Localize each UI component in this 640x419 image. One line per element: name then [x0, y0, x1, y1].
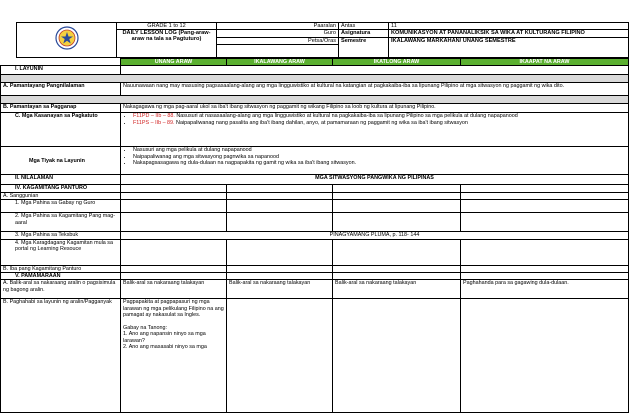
label-petsa: Petsa/Oras [217, 37, 339, 44]
header-empty-cell [217, 44, 339, 57]
row-gabay-guro: 1. Mga Pahina sa Gabay ng Guro [1, 200, 121, 213]
kasanayan-list [123, 113, 626, 126]
day-header-2: IKALAWANG ARAW [227, 59, 333, 66]
kk-d3 [333, 239, 461, 265]
tiyak-item-3: • Nakapagsasagawa ng dula-dulaan na nagpapakita ng gamit ng wika sa iba't ibang sitwasyon. [133, 160, 626, 166]
kasanayan-1-text: Nasusuri at nasasaalang-alang ang mga lingguwistiko at kultural na pagkakaiba-iba sa lipunang Pilipino sa mga pelikula at dulang napapanood [174, 113, 518, 120]
kp-d1 [121, 185, 227, 192]
kasanayan-cell [121, 113, 629, 147]
label-semestre: Semestre [339, 37, 389, 57]
pamantayan-pagganap-text: Nakagagawa ng mga pag-aaral ukol sa iba't ibang sitwasyon ng paggamit ng wikang Filipino sa loob ng kultura at lipunang Pilipino. [121, 104, 629, 113]
ph-d4 [461, 299, 629, 413]
sg-d1 [121, 192, 227, 199]
teksbuk-text: PINAGYAMANG PLUMA, p. 118- 144 [121, 232, 629, 239]
nilalaman-text: MGA SITWASYONG PANGWIKA NG PILIPINAS [121, 175, 629, 185]
day-header-empty [1, 59, 121, 66]
deped-seal-icon [55, 26, 79, 50]
kasanayan-item-2 [133, 120, 626, 126]
header-logo-cell [17, 23, 117, 58]
section-pamamaraan: V. PAMAMARAAN [1, 273, 121, 280]
section-tiyak-na-layunin: Mga Tiyak na Layunin [1, 147, 121, 175]
kasanayan-1-code: F11PD – IIb – 88. [133, 113, 175, 120]
kp-d4 [461, 185, 629, 192]
row-paghahabi: B. Paghahabi sa layunin ng aralin/Pagganyak [1, 299, 121, 413]
row-kagamitang-pang-magaaral: 2. Mga Pahina sa Kagamitang Pang mag-aaral [1, 213, 121, 232]
value-semestre: IKALAWANG MARKAHAN/ UNANG SEMESTRE [389, 37, 629, 57]
ip-d1 [121, 265, 227, 272]
header-table [16, 22, 629, 58]
sg-d2 [227, 192, 333, 199]
gg-d4 [461, 200, 629, 213]
gg-d3 [333, 200, 461, 213]
row-iba-pang-kagamitan: B. Iba pang Kagamitang Panturo [1, 265, 121, 272]
tiyak-item-2: • Naipapaliwanag ang mga sitwasyong pagnwika sa napanood [133, 154, 626, 160]
balik-aral-day-2: Balik-aral sa nakaraang talakayan [227, 280, 333, 299]
ip-d4 [461, 265, 629, 272]
ph-d3 [333, 299, 461, 413]
value-antas: 11 [389, 23, 629, 30]
kasanayan-2-code: F11PS – IIb – 89. [133, 119, 175, 126]
km-d3 [333, 213, 461, 232]
gg-d1 [121, 200, 227, 213]
section-pamantayang-pangnilalaman: A. Pamantayang Pangnilalaman [1, 83, 121, 96]
kp-d3 [333, 185, 461, 192]
section-kagamitang-panturo: IV. KAGAMITANG PANTURO [1, 185, 121, 192]
kk-d1 [121, 239, 227, 265]
tiyak-cell [121, 147, 629, 175]
kasanayan-2-text: Naipapaliwanag nang pasalita ang iba't ibang dahilan, anyo, at pamamaraan ng paggamit ng wika sa iba't ibang sitwasyon [174, 119, 468, 126]
section-layunin: I. LAYUNIN [1, 66, 121, 75]
kp-d2 [227, 185, 333, 192]
balik-aral-day-4: Paghahanda para sa gagawing dula-dulaan. [461, 280, 629, 299]
layunin-empty [121, 66, 629, 75]
pamantayang-pangnilalaman-text: Nauunawaan nang may masusing pagsasaalang-alang ang mga lingguwistiko at kultural na katangian at pagkakaiba-iba sa lipunang Pilipino at mga sitwasyon ng paggamit ng wika dito. [121, 83, 629, 96]
ip-d2 [227, 265, 333, 272]
header-title: DAILY LESSON LOG (Pang-araw-araw na tala sa Pagtuturo) [117, 30, 217, 58]
row-teksbuk: 3. Mga Pahina sa Teksbuk [1, 232, 121, 239]
balik-aral-day-3: Balik-aral sa nakaraang talakayan [333, 280, 461, 299]
section-sanggunian: A. Sanggunian [1, 192, 121, 199]
sg-d3 [333, 192, 461, 199]
label-antas: Antas [339, 23, 389, 30]
section-mga-kasanayan: C. Mga Kasanayan sa Pagkatuto [1, 113, 121, 147]
paghahabi-day-1: Pagpapakita at pagpapasuri ng mga larawan ng mga pelikulang Filipino na ang pamagat ay nakasulat sa Ingles. Gabay na Tanong: 1. Ano ang napansin ninyo sa mga larawan? 2. Ano ang masasabi ninyo sa mga [121, 299, 227, 413]
lesson-log-table [0, 58, 629, 413]
gray-band-1 [1, 75, 629, 83]
row-balik-aral: A. Balik-aral sa nakaraang aralin o pagsisimula ng bagong aralin. [1, 280, 121, 299]
section-nilalaman: II. NILALAMAN [1, 175, 121, 185]
km-d2 [227, 213, 333, 232]
sg-d4 [461, 192, 629, 199]
pm-d4 [461, 273, 629, 280]
header-grade: GRADE 1 to 12 [117, 23, 217, 30]
day-header-4: IKAAPAT NA ARAW [461, 59, 629, 66]
pm-d1 [121, 273, 227, 280]
value-asignatura: KOMUNIKASYON AT PANANALIKSIK SA WIKA AT KULTURANG FILIPINO [389, 30, 629, 37]
label-guro: Guro [217, 30, 339, 37]
kk-d4 [461, 239, 629, 265]
label-paaralan: Paaralan [217, 23, 339, 30]
section-pamantayan-pagganap: B. Pamantayan sa Pagganap [1, 104, 121, 113]
ph-d2 [227, 299, 333, 413]
km-d4 [461, 213, 629, 232]
row-karagdagang-kagamitan: 4. Mga Karagdagang Kagamitan mula sa portal ng Learning Resouce [1, 239, 121, 265]
tiyak-list [123, 147, 626, 166]
km-d1 [121, 213, 227, 232]
pm-d2 [227, 273, 333, 280]
kk-d2 [227, 239, 333, 265]
gray-band-2 [1, 96, 629, 104]
gg-d2 [227, 200, 333, 213]
day-header-1: UNANG ARAW [121, 59, 227, 66]
pm-d3 [333, 273, 461, 280]
tiyak-item-1: • Nasusuri ang mga pelikula at dulang napapanood [133, 147, 626, 153]
balik-aral-day-1: Balik-aral sa nakaraang talakayan [121, 280, 227, 299]
day-header-3: IKATLONG ARAW [333, 59, 461, 66]
label-asignatura: Asignatura [339, 30, 389, 37]
ip-d3 [333, 265, 461, 272]
